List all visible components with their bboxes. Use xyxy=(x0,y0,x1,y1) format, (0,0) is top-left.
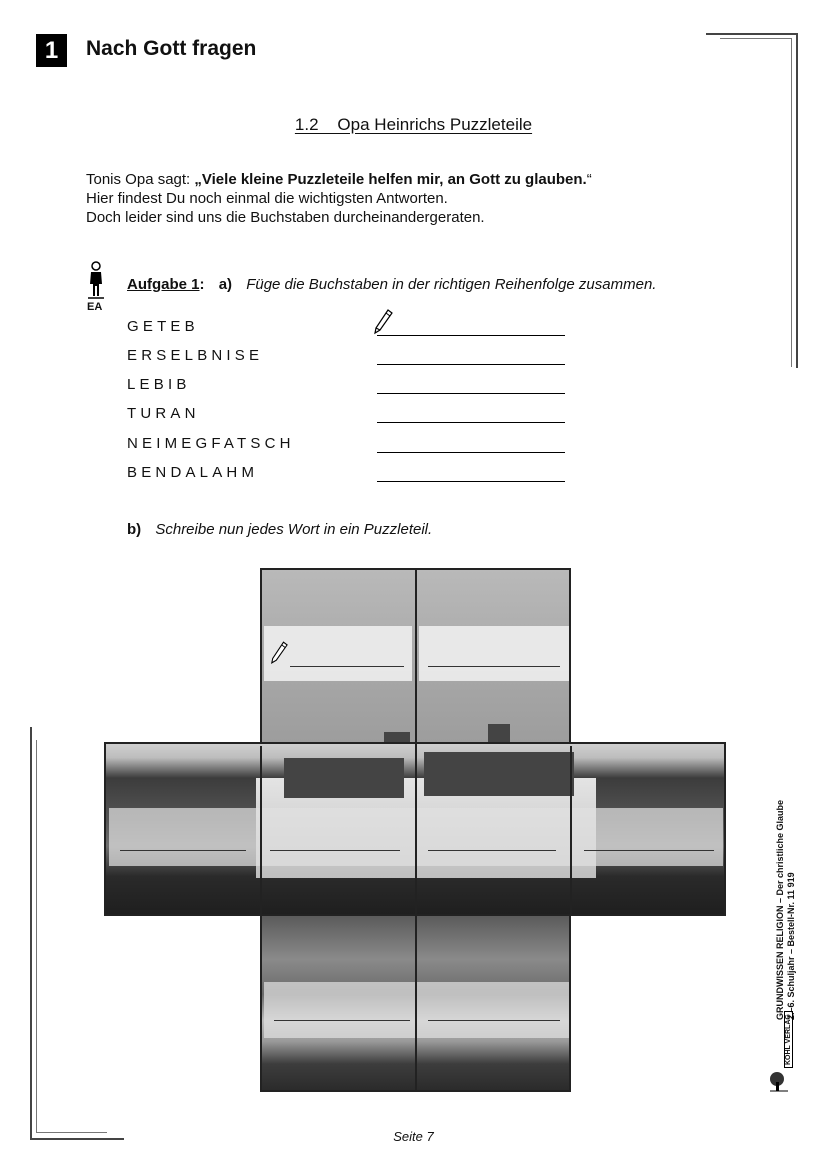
corner-frame-bottom-left-inner xyxy=(36,740,107,1133)
task-instruction-b: Schreibe nun jedes Wort in ein Puzzleteil. xyxy=(155,521,433,538)
puzzle-answer-line-5[interactable] xyxy=(428,850,556,851)
answer-line-4[interactable] xyxy=(377,422,565,423)
intro-line-1 xyxy=(86,170,592,189)
intro-prefix: Tonis Opa sagt: xyxy=(86,171,195,188)
scrambled-word-4: TURAN xyxy=(127,405,200,422)
pencil-icon xyxy=(373,309,393,335)
intro-line-3: Doch leider sind uns die Buchstaben durcheinandergeraten. xyxy=(86,209,485,226)
ea-badge: EA xyxy=(87,301,103,313)
section-title xyxy=(0,115,827,135)
intro-quote: „Viele kleine Puzzleteile helfen mir, an Gott zu glauben. xyxy=(194,171,587,188)
puzzle-answer-line-1[interactable] xyxy=(290,666,404,667)
puzzle-answer-line-3[interactable] xyxy=(120,850,246,851)
puzzle-answer-line-4[interactable] xyxy=(270,850,400,851)
publisher-logo xyxy=(768,1014,798,1092)
corner-frame-top-right-inner xyxy=(720,38,792,367)
piece-divider-center xyxy=(415,568,417,1092)
puzzle-answer-line-2[interactable] xyxy=(428,666,560,667)
task-instruction-a: Füge die Buchstaben in der richtigen Reihenfolge zusammen. xyxy=(246,276,657,293)
scrambled-word-2: ERSELBNISE xyxy=(127,347,264,364)
puzzle-answer-line-8[interactable] xyxy=(428,1020,560,1021)
intro-line-2: Hier findest Du noch einmal die wichtigsten Antworten. xyxy=(86,190,448,207)
intro-quote-close: “ xyxy=(586,171,592,188)
task-1a xyxy=(127,276,656,293)
task-part-a: a) xyxy=(218,276,233,293)
answer-line-5[interactable] xyxy=(377,452,565,453)
sidebar-line-2: 2.–6. Schuljahr – Bestell-Nr. 11 919 xyxy=(786,872,796,1020)
scrambled-word-5: NEIMEGFATSCH xyxy=(127,435,295,452)
house-roof xyxy=(284,758,404,798)
task-colon: : xyxy=(199,276,205,293)
answer-line-6[interactable] xyxy=(377,481,565,482)
sidebar-line-1: GRUNDWISSEN RELIGION – Der christliche Glaube xyxy=(775,799,785,1020)
publisher-name: KOHL VERLAG xyxy=(784,1011,793,1068)
scrambled-word-1: GETEB xyxy=(127,318,199,335)
task-1b xyxy=(127,521,432,538)
answer-line-3[interactable] xyxy=(377,393,565,394)
task-label: Aufgabe 1 xyxy=(127,276,200,293)
piece-divider-left xyxy=(260,746,262,914)
page-number: Seite 7 xyxy=(393,1129,434,1144)
section-title-text: 1.2 Opa Heinrichs Puzzleteile xyxy=(294,115,533,134)
chapter-title: Nach Gott fragen xyxy=(86,37,257,60)
task-part-b: b) xyxy=(127,521,142,538)
puzzle-label-box-2 xyxy=(419,626,569,681)
answer-line-1[interactable] xyxy=(377,335,565,336)
puzzle-answer-line-7[interactable] xyxy=(274,1020,410,1021)
chimney xyxy=(488,724,510,744)
piece-divider-right xyxy=(570,746,572,914)
student-icon xyxy=(86,260,106,300)
chapter-number: 1 xyxy=(36,34,67,67)
pencil-icon xyxy=(270,640,288,666)
scrambled-word-3: LEBIB xyxy=(127,376,191,393)
scrambled-word-6: BENDALAHM xyxy=(127,464,259,481)
answer-line-2[interactable] xyxy=(377,364,565,365)
intro-text xyxy=(86,170,592,227)
tree-logo-icon xyxy=(768,1070,790,1092)
house-roof xyxy=(424,752,574,796)
puzzle-answer-line-6[interactable] xyxy=(584,850,714,851)
